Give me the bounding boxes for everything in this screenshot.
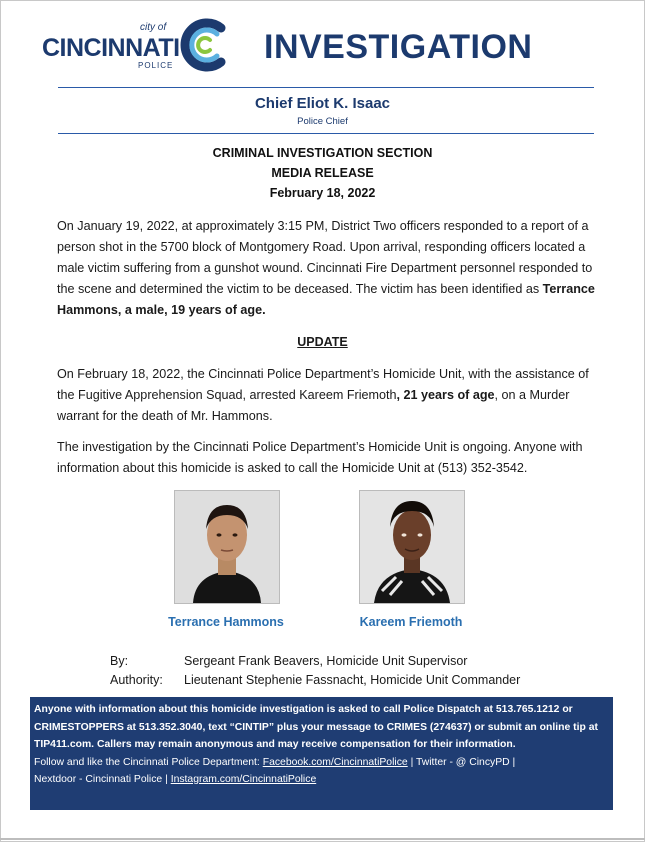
top-divider — [58, 87, 594, 88]
suspect-age: , 21 years of age — [396, 388, 495, 402]
paragraph-ongoing: The investigation by the Cincinnati Police Department’s Homicide Unit is ongoing. Anyone with information about this homicide is asked to call the Homicide Unit at (513) 352-3542. — [57, 440, 583, 475]
logo-wordmark: CINCINNATI — [42, 34, 180, 62]
release-type: MEDIA RELEASE — [271, 166, 374, 180]
page-bottom-line — [0, 838, 645, 840]
photo-caption-terrance-hammons: Terrance Hammons — [168, 615, 284, 629]
nextdoor-text: Nextdoor - Cincinnati Police | — [34, 774, 171, 785]
credit-by-label: By: — [110, 654, 129, 668]
photo-kareem-friemoth — [359, 490, 465, 604]
arrest-text-a: On February 18, 2022, the Cincinnati Police Department’s Homicide Unit, with the assistance of the Fugitive Apprehension Squad, arrested Kareem Friemoth — [57, 367, 589, 402]
paragraph-incident — [57, 216, 597, 321]
social-follow-line — [34, 754, 607, 772]
chief-name: Chief Eliot K. Isaac — [254, 95, 391, 112]
social-follow-line-2 — [34, 771, 607, 789]
tip-info-text: Anyone with information about this homicide investigation is asked to call Police Dispatch at 513.765.1212 or CRIMESTOPPERS at 513.352.3040, text “CINTIP” plus your message to CRIMES (274637) or submit an online tip at TIP411.com. Callers may remain anonymous and may receive compensation for their information. — [34, 704, 598, 750]
logo-police: POLICE — [138, 61, 174, 70]
chief-title: Police Chief — [297, 116, 348, 127]
logo-city-of: city of — [140, 22, 167, 33]
page-title: INVESTIGATION — [264, 28, 533, 66]
instagram-link[interactable]: Instagram.com/CincinnatiPolice — [170, 774, 317, 785]
paragraph-arrest — [57, 364, 597, 427]
twitter-text: | Twitter - @ CincyPD | — [407, 756, 516, 768]
logo-c-swoosh-icon — [177, 18, 229, 72]
cincinnati-police-logo — [42, 16, 232, 76]
arrest-text-b: , on a Murder warrant for the death of Mr. Hammons. — [57, 388, 570, 423]
credit-authority-row — [110, 671, 520, 690]
facebook-link[interactable]: Facebook.com/CincinnatiPolice — [262, 756, 408, 768]
follow-prefix: Follow and like the Cincinnati Police Department: — [34, 756, 263, 768]
release-date: February 18, 2022 — [269, 186, 376, 200]
bottom-divider — [58, 133, 594, 134]
credit-authority-label: Authority: — [110, 673, 163, 687]
credit-by-value: Sergeant Frank Beavers, Homicide Unit Supervisor — [184, 654, 468, 668]
credits-block — [110, 652, 520, 690]
victim-identity: Terrance Hammons, a male, 19 years of age. — [57, 282, 595, 317]
credit-by-row — [110, 652, 520, 671]
person-photo-icon — [360, 491, 464, 603]
section-heading: CRIMINAL INVESTIGATION SECTION — [212, 146, 433, 160]
person-photo-icon — [175, 491, 279, 603]
update-heading: UPDATE — [297, 335, 348, 349]
credit-authority-value: Lieutenant Stephenie Fassnacht, Homicide Unit Commander — [184, 673, 521, 687]
tip-info-footer — [30, 697, 613, 810]
incident-text: On January 19, 2022, at approximately 3:15 PM, District Two officers responded to a report of a person shot in the 5700 block of Montgomery Road. Upon arrival, responding officers located a male victim suffering from a gunshot wound. Cincinnati Fire Department personnel responded to the scene and determined the victim to be deceased. The victim has been identified as — [57, 219, 593, 296]
photo-caption-kareem-friemoth: Kareem Friemoth — [359, 615, 463, 629]
photo-terrance-hammons — [174, 490, 280, 604]
header — [42, 16, 602, 76]
